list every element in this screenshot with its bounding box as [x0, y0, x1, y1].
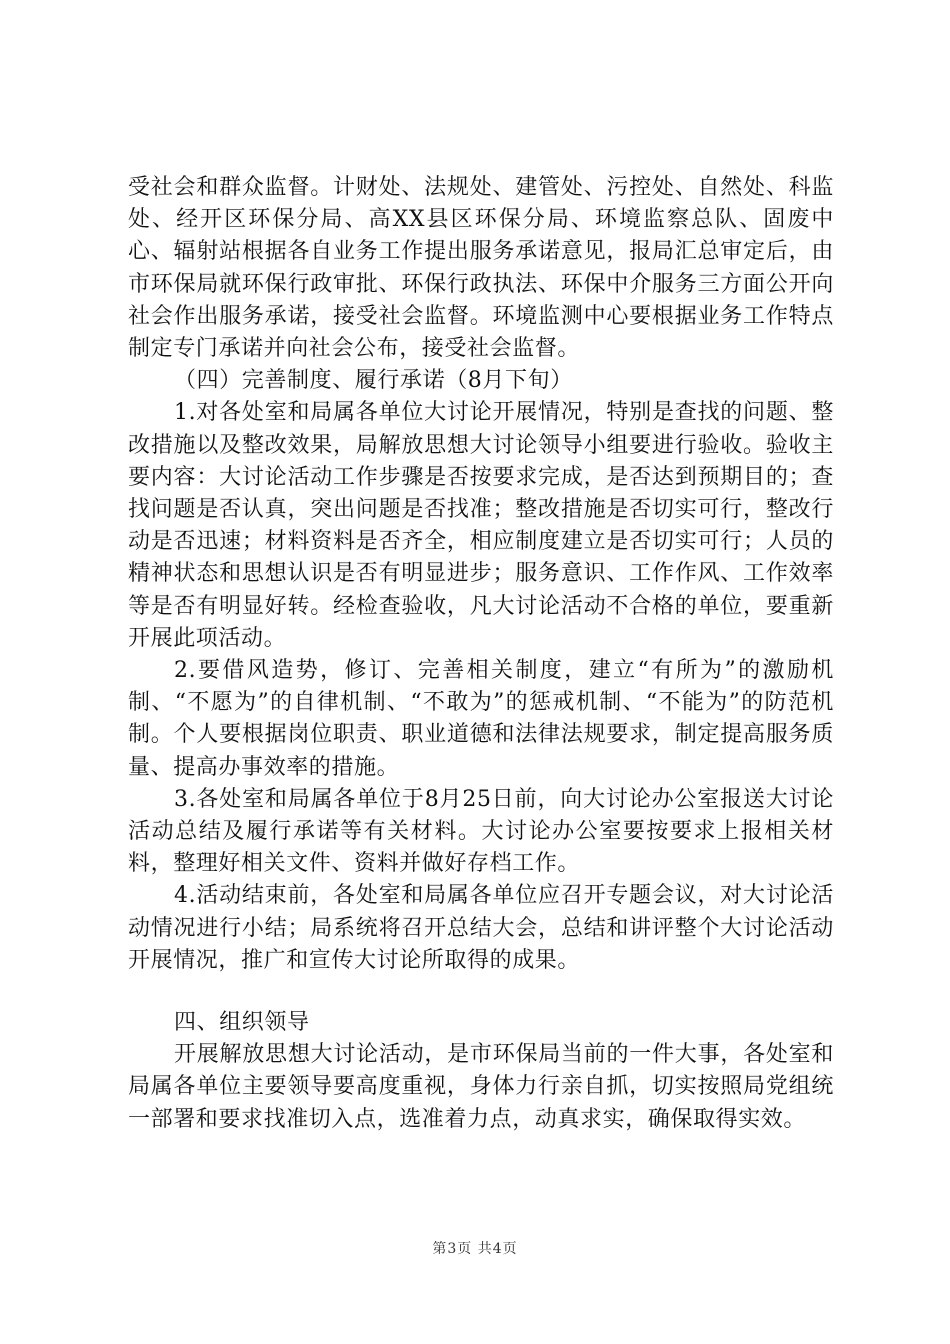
- paragraph-continuation: 受社会和群众监督。计财处、法规处、建管处、污控处、自然处、科监处、经开区环保分局、高XX县区环保分局、环境监察总队、固废中心、辐射站根据各自业务工作提出服务承诺意见，报局汇总审定后，由市环保局就环保行政审批、环保行政执法、环保中介服务三方面公开向社会作出服务承诺，接受社会监督。环境监测中心要根据业务工作特点制定专门承诺并向社会公布，接受社会监督。: [128, 175, 834, 362]
- paragraph-item-1: 1.对各处室和局属各单位大讨论开展情况，特别是查找的问题、整改措施以及整改效果，局解放思想大讨论领导小组要进行验收。验收主要内容：大讨论活动工作步骤是否按要求完成，是否达到预期目的；查找问题是否认真，突出问题是否找准；整改措施是否切实可行，整改行动是否迅速；材料资料是否齐全，相应制度建立是否切实可行；人员的精神状态和思想认识是否有明显进步；服务意识、工作作风、工作效率等是否有明显好转。经检查验收，凡大讨论活动不合格的单位，要重新开展此项活动。: [128, 400, 834, 651]
- section-heading-improve-system: （四）完善制度、履行承诺（8月下旬）: [174, 368, 573, 394]
- page-number-footer: 第3页 共4页: [432, 1241, 518, 1257]
- section-heading-organization: 四、组织领导: [174, 1010, 310, 1036]
- paragraph-item-2: 2.要借风造势，修订、完善相关制度，建立“有所为”的激励机制、“不愿为”的自律机制、“不敢为”的惩戒机制、“不能为”的防范机制。个人要根据岗位职责、职业道德和法律法规要求，制定提高服务质量、提高办事效率的措施。: [128, 658, 834, 780]
- paragraph-item-3: 3.各处室和局属各单位于8月25日前，向大讨论办公室报送大讨论活动总结及履行承诺等有关材料。大讨论办公室要按要求上报相关材料，整理好相关文件、资料并做好存档工作。: [128, 786, 834, 877]
- document-body: [128, 172, 834, 1136]
- paragraph-item-4: 4.活动结束前，各处室和局属各单位应召开专题会议，对大讨论活动情况进行小结；局系统将召开总结大会，总结和讲评整个大讨论活动开展情况，推广和宣传大讨论所取得的成果。: [128, 883, 834, 973]
- paragraph-organization: 开展解放思想大讨论活动，是市环保局当前的一件大事，各处室和局属各单位主要领导要高度重视，身体力行亲自抓，切实按照局党组统一部署和要求找准切入点，选准着力点，动真求实，确保取得实效。: [128, 1042, 834, 1132]
